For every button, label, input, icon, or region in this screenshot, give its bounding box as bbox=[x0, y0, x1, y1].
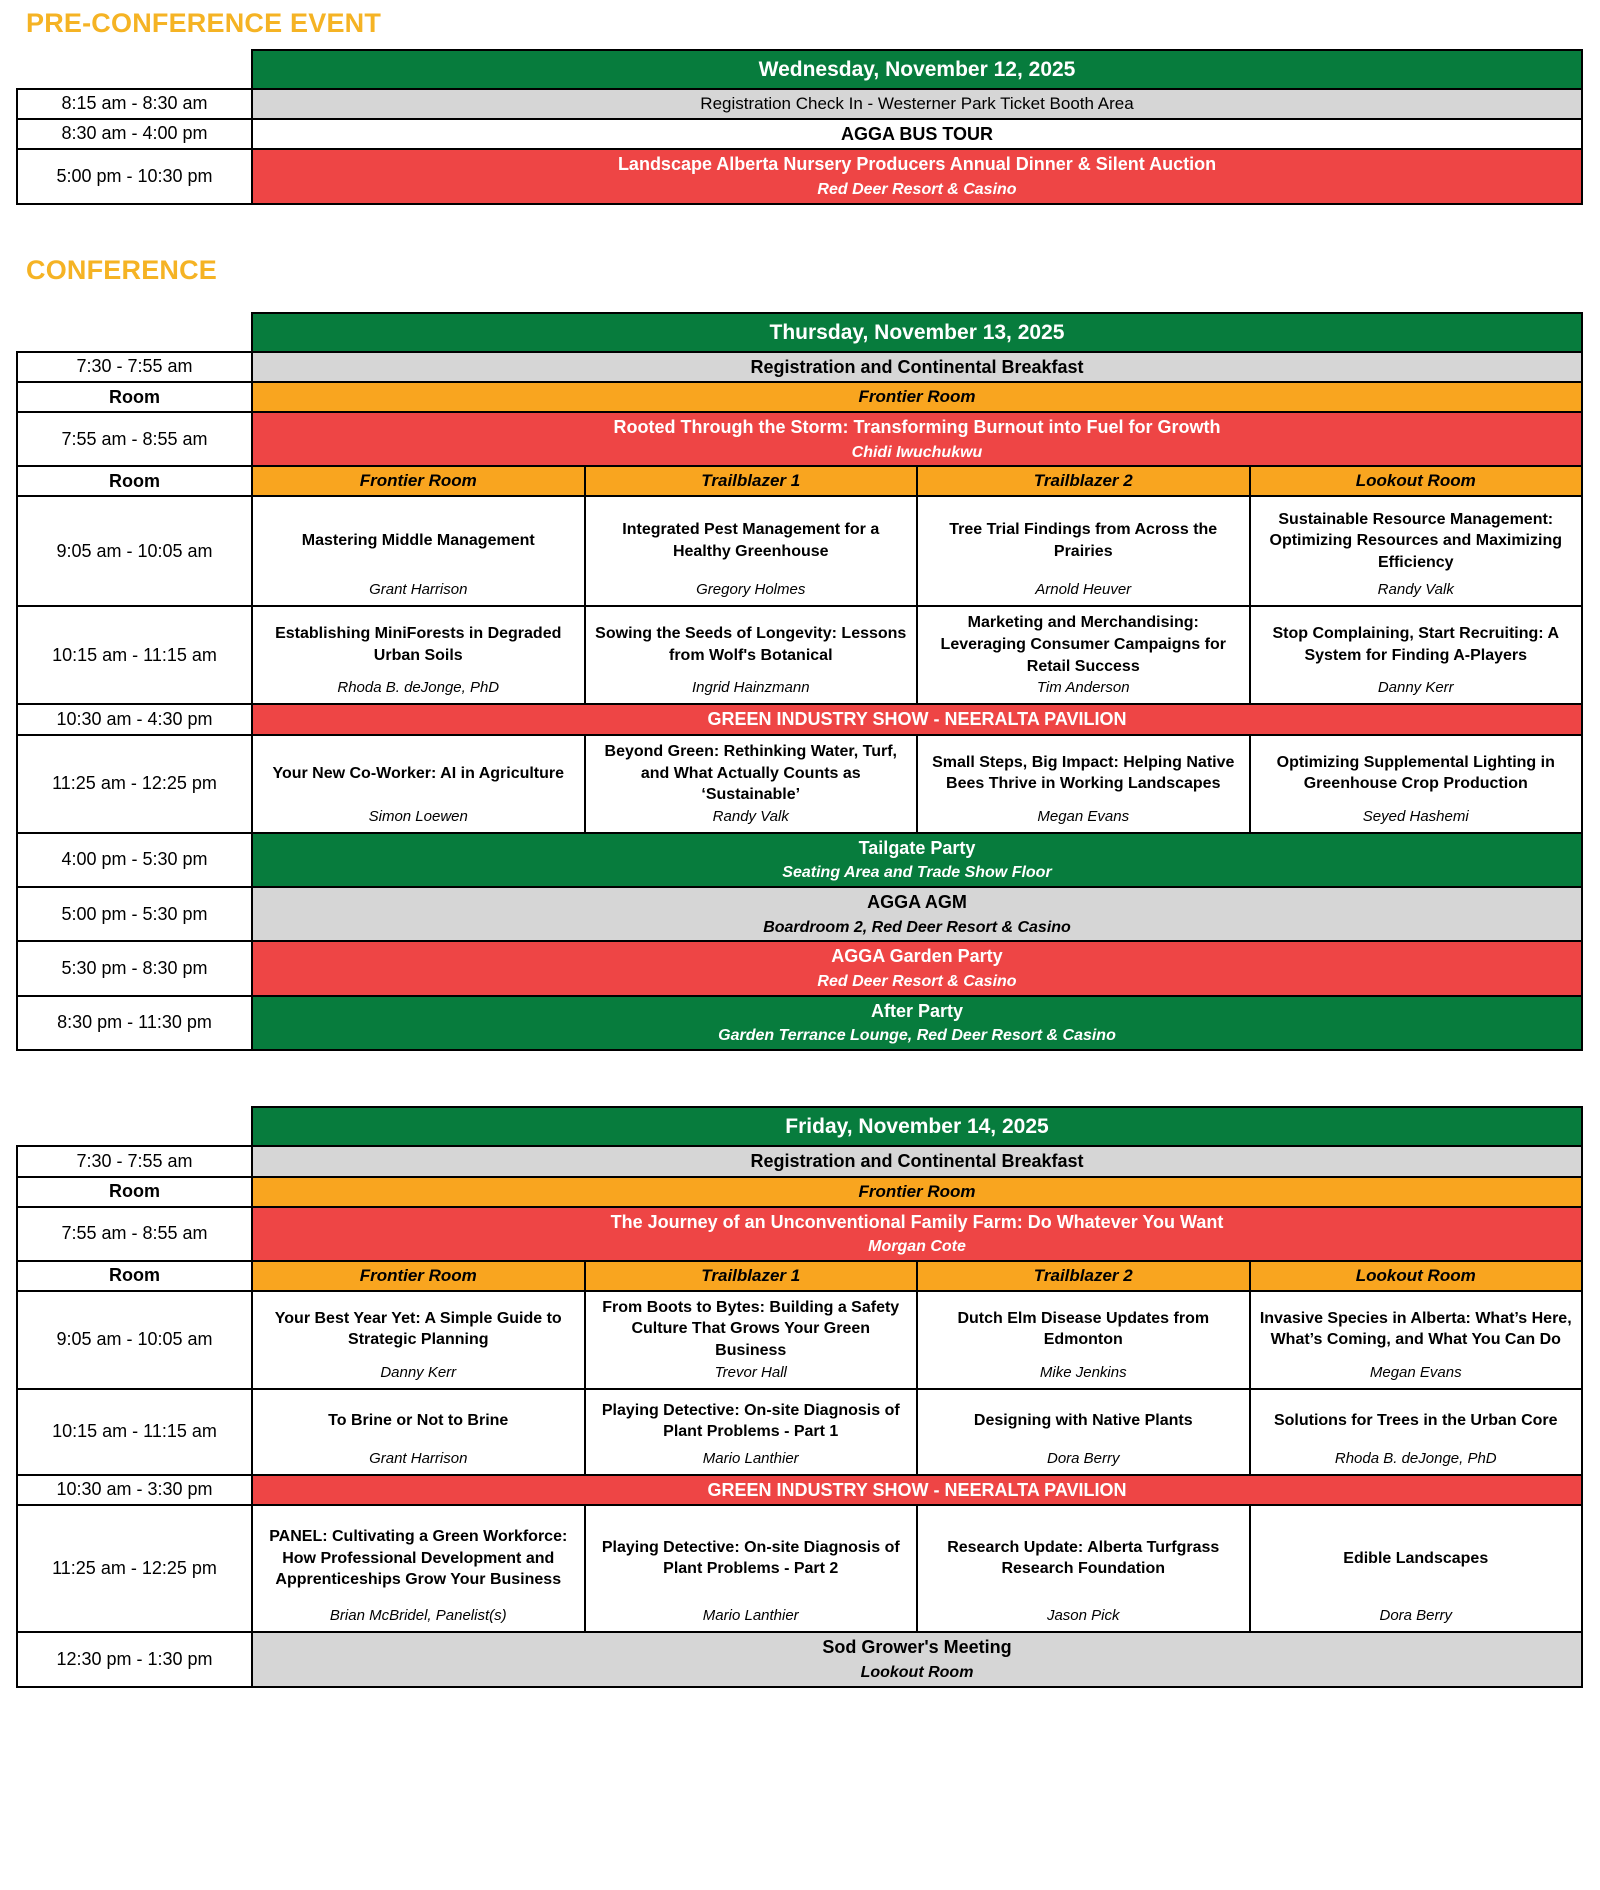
session-cell bbox=[1251, 1390, 1582, 1474]
room-name-cell bbox=[586, 467, 917, 495]
session-title: Playing Detective: On-site Diagnosis of Plant Problems - Part 1 bbox=[601, 1401, 900, 1441]
session-cell bbox=[586, 1390, 917, 1474]
evening-row bbox=[18, 888, 1581, 940]
room-name: Trailblazer 1 bbox=[701, 1265, 801, 1285]
room-name-cell bbox=[1251, 467, 1582, 495]
day-header-thursday: Thursday, November 13, 2025 bbox=[251, 312, 1583, 351]
event-title: Sod Grower's Meeting bbox=[822, 1637, 1012, 1658]
session-speaker: Rhoda B. deJonge, PhD bbox=[1334, 1449, 1497, 1467]
session-title: Establishing MiniForests in Degraded Urban Soils bbox=[275, 625, 562, 664]
session-speaker: Ingrid Hainzmann bbox=[691, 679, 810, 697]
session-title: Dutch Elm Disease Updates from Edmonton bbox=[957, 1309, 1210, 1349]
session-title: Your New Co-Worker: AI in Agriculture bbox=[272, 764, 565, 782]
schedule-row bbox=[18, 150, 1581, 202]
session-speaker: Dora Berry bbox=[1046, 1449, 1120, 1467]
trade-show-cell bbox=[253, 1476, 1581, 1505]
session-title: Invasive Species in Alberta: What’s Here, What’s Coming, and What You Can Do bbox=[1259, 1309, 1572, 1349]
session-speaker: Mario Lanthier bbox=[702, 1607, 799, 1625]
session-cell bbox=[586, 497, 917, 605]
session-speaker: Danny Kerr bbox=[380, 1363, 457, 1381]
keynote-row bbox=[18, 413, 1581, 465]
time-cell: 4:00 pm - 5:30 pm bbox=[18, 834, 251, 886]
room-name: Trailblazer 2 bbox=[1033, 1265, 1133, 1285]
room-label-cell: Room bbox=[18, 1178, 251, 1206]
time-cell: 10:30 am - 3:30 pm bbox=[18, 1476, 251, 1505]
thursday-table bbox=[16, 312, 1583, 1051]
schedule-row bbox=[18, 1147, 1581, 1176]
keynote-speaker: Chidi Iwuchukwu bbox=[851, 443, 983, 461]
session-cell bbox=[918, 1506, 1249, 1631]
event-title: AGGA Garden Party bbox=[831, 946, 1003, 967]
time-cell: 7:55 am - 8:55 am bbox=[18, 413, 251, 465]
keynote-title: Rooted Through the Storm: Transforming Burnout into Fuel for Growth bbox=[613, 417, 1221, 438]
corner-spacer bbox=[16, 49, 251, 88]
event-location: Seating Area and Trade Show Floor bbox=[782, 864, 1052, 882]
session-title: Optimizing Supplemental Lighting in Greenhouse Crop Production bbox=[1276, 753, 1555, 793]
session-title: Beyond Green: Rethinking Water, Turf, and What Actually Counts as ‘Sustainable’ bbox=[604, 742, 897, 804]
corner-spacer bbox=[16, 1106, 251, 1145]
room-name: Frontier Room bbox=[858, 387, 976, 407]
day-header-row bbox=[16, 312, 1583, 351]
time-cell: 7:30 - 7:55 am bbox=[18, 1147, 251, 1176]
session-title: Tree Trial Findings from Across the Prairies bbox=[949, 521, 1218, 560]
evening-row bbox=[18, 997, 1581, 1049]
corner-spacer bbox=[16, 312, 251, 351]
session-title: To Brine or Not to Brine bbox=[328, 1412, 509, 1430]
room-header-row bbox=[18, 467, 1581, 495]
time-cell: 8:15 am - 8:30 am bbox=[18, 90, 251, 118]
room-name: Trailblazer 2 bbox=[1033, 471, 1133, 491]
time-cell: 12:30 pm - 1:30 pm bbox=[18, 1633, 251, 1685]
session-cell bbox=[586, 1292, 917, 1388]
session-cell bbox=[253, 607, 584, 703]
session-cell bbox=[253, 1506, 584, 1631]
time-cell: 8:30 am - 4:00 pm bbox=[18, 120, 251, 149]
room-name: Frontier Room bbox=[359, 471, 477, 491]
session-speaker: Tim Anderson bbox=[1036, 679, 1130, 697]
session-cell bbox=[1251, 607, 1582, 703]
keynote-cell bbox=[253, 1208, 1581, 1260]
evening-row bbox=[18, 942, 1581, 994]
time-cell: 9:05 am - 10:05 am bbox=[18, 1292, 251, 1388]
schedule-row bbox=[18, 120, 1581, 149]
room-name: Lookout Room bbox=[1355, 1265, 1476, 1285]
session-cell bbox=[918, 1292, 1249, 1388]
room-header-row bbox=[18, 1262, 1581, 1290]
day-header-friday: Friday, November 14, 2025 bbox=[251, 1106, 1583, 1145]
room-name-cell bbox=[253, 1178, 1581, 1206]
friday-table bbox=[16, 1106, 1583, 1688]
event-cell bbox=[253, 834, 1581, 886]
event-title: AGGA BUS TOUR bbox=[840, 123, 993, 144]
room-name-cell bbox=[918, 1262, 1249, 1290]
day-header-row bbox=[16, 1106, 1583, 1145]
session-cell bbox=[918, 1390, 1249, 1474]
room-name-cell bbox=[1251, 1262, 1582, 1290]
session-speaker: Simon Loewen bbox=[368, 807, 468, 825]
session-title: Mastering Middle Management bbox=[301, 532, 535, 550]
evening-row bbox=[18, 834, 1581, 886]
schedule-row bbox=[18, 90, 1581, 118]
session-title: Sowing the Seeds of Longevity: Lessons from Wolf's Botanical bbox=[595, 625, 907, 664]
thursday-body bbox=[16, 351, 1583, 1051]
session-speaker: Jason Pick bbox=[1046, 1607, 1120, 1625]
event-title: Landscape Alberta Nursery Producers Annual Dinner & Silent Auction bbox=[617, 154, 1217, 175]
day-header-wednesday: Wednesday, November 12, 2025 bbox=[251, 49, 1583, 88]
session-title: Small Steps, Big Impact: Helping Native Bees Thrive in Working Landscapes bbox=[932, 753, 1235, 793]
room-label-cell: Room bbox=[18, 383, 251, 411]
friday-body bbox=[16, 1145, 1583, 1688]
wednesday-table bbox=[16, 49, 1583, 205]
session-speaker: Seyed Hashemi bbox=[1362, 807, 1469, 825]
room-row bbox=[18, 383, 1581, 411]
time-cell: 10:15 am - 11:15 am bbox=[18, 607, 251, 703]
room-name-cell bbox=[918, 467, 1249, 495]
session-speaker: Randy Valk bbox=[712, 807, 789, 825]
event-title: Tailgate Party bbox=[858, 837, 976, 858]
event-title: Registration and Continental Breakfast bbox=[750, 356, 1084, 377]
session-cell bbox=[253, 1390, 584, 1474]
session-cell bbox=[253, 497, 584, 605]
session-cell bbox=[253, 736, 584, 832]
event-location: Lookout Room bbox=[860, 1663, 974, 1681]
session-speaker: Dora Berry bbox=[1379, 1607, 1453, 1625]
day-header-row bbox=[16, 49, 1583, 88]
time-cell: 9:05 am - 10:05 am bbox=[18, 497, 251, 605]
event-cell bbox=[253, 150, 1581, 202]
session-title: Stop Complaining, Start Recruiting: A System for Finding A-Players bbox=[1272, 625, 1559, 664]
session-title: Edible Landscapes bbox=[1343, 1549, 1489, 1567]
session-speaker: Mario Lanthier bbox=[702, 1449, 799, 1467]
keynote-title: The Journey of an Unconventional Family Farm: Do Whatever You Want bbox=[610, 1211, 1224, 1232]
session-speaker: Randy Valk bbox=[1377, 581, 1454, 599]
session-title: Your Best Year Yet: A Simple Guide to Strategic Planning bbox=[274, 1309, 562, 1349]
session-title: Research Update: Alberta Turfgrass Research Foundation bbox=[947, 1538, 1220, 1578]
keynote-cell bbox=[253, 413, 1581, 465]
room-name-cell bbox=[253, 383, 1581, 411]
session-title: Sustainable Resource Management: Optimizing Resources and Maximizing Efficiency bbox=[1269, 510, 1562, 571]
session-speaker: Mike Jenkins bbox=[1039, 1363, 1127, 1381]
room-name-cell bbox=[253, 1262, 584, 1290]
event-cell bbox=[253, 120, 1581, 149]
session-speaker: Gregory Holmes bbox=[696, 581, 806, 599]
session-title: From Boots to Bytes: Building a Safety Culture That Grows Your Green Business bbox=[602, 1298, 900, 1360]
session-cell bbox=[586, 736, 917, 832]
room-row bbox=[18, 1178, 1581, 1206]
session-speaker: Megan Evans bbox=[1037, 807, 1130, 825]
session-speaker: Brian McBridel, Panelist(s) bbox=[329, 1607, 507, 1625]
keynote-speaker: Morgan Cote bbox=[868, 1238, 966, 1256]
event-cell bbox=[253, 353, 1581, 382]
session-cell bbox=[918, 736, 1249, 832]
event-title: After Party bbox=[870, 1000, 964, 1021]
trade-show-cell bbox=[253, 705, 1581, 734]
session-row bbox=[18, 736, 1581, 832]
session-speaker: Danny Kerr bbox=[1377, 679, 1454, 697]
event-location: Garden Terrance Lounge, Red Deer Resort & Casino bbox=[718, 1027, 1116, 1045]
event-cell bbox=[253, 90, 1581, 118]
session-cell bbox=[918, 607, 1249, 703]
wednesday-body bbox=[16, 88, 1583, 205]
room-name: Frontier Room bbox=[359, 1265, 477, 1285]
session-title: PANEL: Cultivating a Green Workforce: How Professional Development and Apprenticeships Grow Your Business bbox=[269, 1527, 568, 1589]
session-cell bbox=[586, 607, 917, 703]
session-speaker: Rhoda B. deJonge, PhD bbox=[337, 679, 500, 697]
session-title: Solutions for Trees in the Urban Core bbox=[1273, 1412, 1558, 1430]
event-cell bbox=[253, 1633, 1581, 1685]
session-row bbox=[18, 1292, 1581, 1388]
pre-conference-heading: PRE-CONFERENCE EVENT bbox=[26, 8, 382, 38]
time-cell: 5:00 pm - 10:30 pm bbox=[18, 150, 251, 202]
schedule-row bbox=[18, 1633, 1581, 1685]
session-speaker: Trevor Hall bbox=[714, 1363, 787, 1381]
time-cell: 5:30 pm - 8:30 pm bbox=[18, 942, 251, 994]
session-cell bbox=[1251, 497, 1582, 605]
session-title: Marketing and Merchandising: Leveraging Consumer Campaigns for Retail Success bbox=[940, 614, 1226, 675]
time-cell: 7:30 - 7:55 am bbox=[18, 353, 251, 382]
session-title: Designing with Native Plants bbox=[973, 1412, 1193, 1430]
keynote-row bbox=[18, 1208, 1581, 1260]
schedule-row bbox=[18, 353, 1581, 382]
session-row bbox=[18, 607, 1581, 703]
room-label-cell: Room bbox=[18, 1262, 251, 1290]
time-cell: 10:30 am - 4:30 pm bbox=[18, 705, 251, 734]
session-speaker: Arnold Heuver bbox=[1035, 581, 1132, 599]
session-cell bbox=[918, 497, 1249, 605]
room-name: Lookout Room bbox=[1355, 471, 1476, 491]
session-cell bbox=[586, 1506, 917, 1631]
trade-show-title: GREEN INDUSTRY SHOW - NEERALTA PAVILION bbox=[707, 709, 1127, 730]
room-label-cell: Room bbox=[18, 467, 251, 495]
time-cell: 5:00 pm - 5:30 pm bbox=[18, 888, 251, 940]
time-cell: 11:25 am - 12:25 pm bbox=[18, 736, 251, 832]
trade-show-row bbox=[18, 705, 1581, 734]
session-speaker: Grant Harrison bbox=[369, 1449, 468, 1467]
time-cell: 7:55 am - 8:55 am bbox=[18, 1208, 251, 1260]
trade-show-row bbox=[18, 1476, 1581, 1505]
event-title: Registration and Continental Breakfast bbox=[750, 1150, 1084, 1171]
session-speaker: Megan Evans bbox=[1369, 1363, 1462, 1381]
session-cell bbox=[1251, 1506, 1582, 1631]
event-cell bbox=[253, 1147, 1581, 1176]
event-location: Boardroom 2, Red Deer Resort & Casino bbox=[763, 918, 1071, 936]
room-name: Frontier Room bbox=[858, 1181, 976, 1201]
time-cell: 8:30 pm - 11:30 pm bbox=[18, 997, 251, 1049]
event-location: Red Deer Resort & Casino bbox=[817, 972, 1017, 990]
event-cell bbox=[253, 942, 1581, 994]
session-cell bbox=[253, 1292, 584, 1388]
room-name: Trailblazer 1 bbox=[701, 471, 801, 491]
session-row bbox=[18, 1506, 1581, 1631]
session-title: Playing Detective: On-site Diagnosis of Plant Problems - Part 2 bbox=[601, 1538, 900, 1578]
event-location: Red Deer Resort & Casino bbox=[817, 180, 1017, 198]
conference-heading: CONFERENCE bbox=[26, 254, 218, 285]
event-cell bbox=[253, 997, 1581, 1049]
session-row bbox=[18, 497, 1581, 605]
event-title: AGGA AGM bbox=[867, 892, 967, 913]
time-cell: 11:25 am - 12:25 pm bbox=[18, 1506, 251, 1631]
time-cell: 10:15 am - 11:15 am bbox=[18, 1390, 251, 1474]
event-title: Registration Check In - Westerner Park Ticket Booth Area bbox=[700, 94, 1134, 113]
session-cell bbox=[1251, 736, 1582, 832]
trade-show-title: GREEN INDUSTRY SHOW - NEERALTA PAVILION bbox=[707, 1479, 1127, 1500]
session-row bbox=[18, 1390, 1581, 1474]
room-name-cell bbox=[586, 1262, 917, 1290]
event-cell bbox=[253, 888, 1581, 940]
room-name-cell bbox=[253, 467, 584, 495]
session-cell bbox=[1251, 1292, 1582, 1388]
session-speaker: Grant Harrison bbox=[369, 581, 468, 599]
session-title: Integrated Pest Management for a Healthy Greenhouse bbox=[622, 521, 880, 560]
